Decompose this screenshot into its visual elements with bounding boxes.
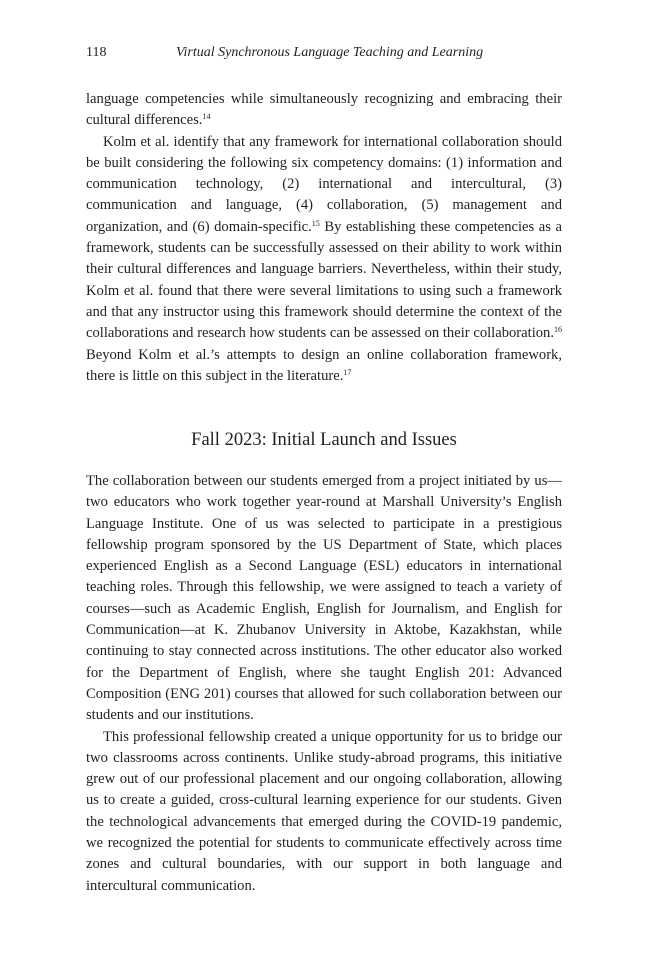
footnote-marker: 16 bbox=[554, 325, 562, 335]
paragraph-text: Kolm et al. identify that any framework for international collaboration should be built considering the following six competency domains: (1) information and communication technology, (2) international and intercultural, (3) communication and language, (4) collaboration, (5) management and organization, and (6) domain-specific. bbox=[86, 133, 562, 235]
footnote-marker: 14 bbox=[202, 112, 211, 122]
paragraph-kolm-framework bbox=[86, 132, 562, 388]
text-block-top bbox=[86, 89, 562, 387]
footnote-marker: 15 bbox=[311, 218, 320, 228]
paragraph-text: language competencies while simultaneously recognizing and embracing their cultural differences. bbox=[86, 91, 562, 129]
paragraph-continuation bbox=[86, 89, 562, 132]
footnote-marker: 17 bbox=[343, 367, 352, 377]
paragraph-text: By establishing these competencies as a framework, students can be successfully assessed on their ability to work within their cultural differences and language barriers. Nevertheless, within their study, Kolm et al. found that there were several limitations to using such a framework and that any instructor using this framework should determine the context of the collaborations and research how students can be assessed on their collaboration. bbox=[86, 218, 562, 342]
section-heading: Fall 2023: Initial Launch and Issues bbox=[191, 430, 457, 450]
running-title: Virtual Synchronous Language Teaching and Learning bbox=[176, 45, 484, 60]
paragraph-fellowship: This professional fellowship created a unique opportunity for us to bridge our two classrooms across continents. Unlike study-abroad programs, this initiative grew out of our professional placement and our ongoing collaboration, allowing us to create a guided, cross-cultural learning experience for our students. Given the technological advancements that emerged during the COVID-19 pandemic, we recognized the potential for students to communicate effectively across time zones and cultural boundaries, with our support in both language and intercultural communication. bbox=[86, 728, 562, 894]
paragraph-collaboration: The collaboration between our students emerged from a project initiated by us—two educators who work together year-round at Marshall University’s English Language Institute. One of us was selected to participate in a prestigious fellowship program sponsored by the US Department of State, which places experienced English as a Second Language (ESL) educators in international teaching roles. Through this fellowship, we were assigned to teach a variety of courses—such as Academic English, English for Journalism, and English for Communication—at K. Zhubanov University in Aktobe, Kazakhstan, while continuing to stay connected across institutions. The other educator also worked for the Department of English, where she taught English 201: Advanced Composition (ENG 201) courses that allowed for such collaboration between our students and our institutions. bbox=[86, 473, 562, 724]
page-number: 118 bbox=[86, 45, 107, 60]
paragraph-text: Beyond Kolm et al.’s attempts to design an online collaboration framework, there is little on this subject in the literature. bbox=[86, 346, 562, 384]
text-block-section bbox=[86, 471, 562, 897]
running-head bbox=[86, 45, 562, 65]
